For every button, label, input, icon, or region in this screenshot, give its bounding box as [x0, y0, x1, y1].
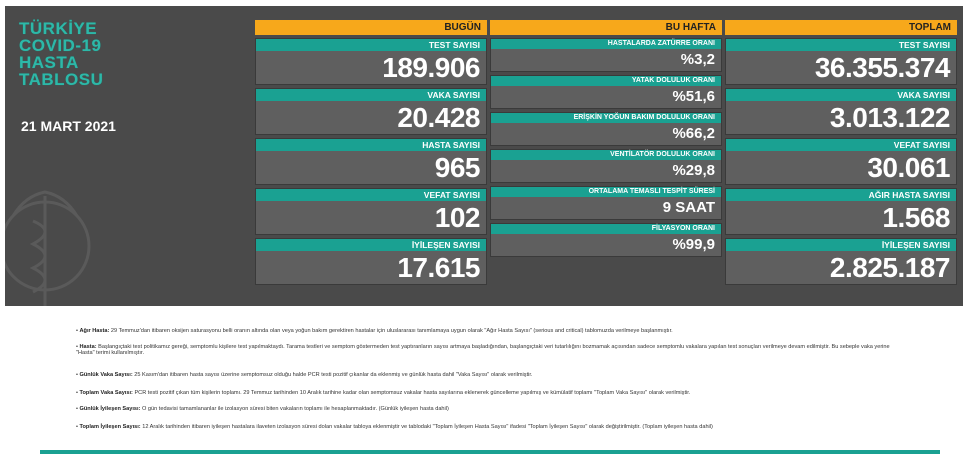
- note-text: Başlangıçtaki test politikamız gereği, semptomlu kişilere test yapılmaktaydı. Tarama testleri ve semptom göstermeden test yaptıranların sayısı artmaya başladığından, başlangıçtaki veri tutarlılığını bozmamak açısından sadece semptomlu vakalara yapılan test sonuçları verilmeye devam edilmiştir. Bu sebeple vaka yerine "Hasta" terimi kullanılmıştır.: [76, 344, 890, 356]
- today-card-label: İYİLEŞEN SAYISI: [256, 239, 486, 251]
- total-card-label: AĞIR HASTA SAYISI: [726, 189, 956, 201]
- bullet-icon: •: [76, 328, 80, 334]
- note-item: [76, 424, 896, 430]
- today-card: [255, 188, 487, 235]
- today-column: [255, 20, 487, 285]
- week-card-label: VENTİLATÖR DOLULUK ORANI: [491, 150, 721, 160]
- today-card-value: 189.906: [382, 52, 480, 83]
- ministry-emblem-icon: [5, 156, 110, 306]
- title-block: [19, 20, 139, 88]
- note-text: PCR testi pozitif çıkan tüm kişilerin toplamı. 29 Temmuz tarihinden 10 Aralık tarihine kadar olan semptomsuz vakalar hasta sayılarına eklenerek güncelleme yapılmış ve kümülatif toplamı "Toplam Vaka Sayısı" olarak verilmiştir.: [132, 390, 691, 396]
- note-text: 29 Temmuz'dan itibaren oksijen saturasyonu belli oranın altında olan veya yoğun bakım gerektiren hastalar için uluslararası tanımlamaya uygun olarak "Ağır Hasta Sayısı" (serious and critical) tablomuzda verilmeye başlanmıştır.: [109, 328, 673, 334]
- week-card: [490, 38, 722, 72]
- today-card: [255, 88, 487, 135]
- total-card-value: 36.355.374: [814, 52, 950, 83]
- note-term: Toplam Vaka Sayısı:: [79, 390, 133, 396]
- bullet-icon: •: [76, 424, 80, 430]
- total-card: [725, 188, 957, 235]
- note-term: Günlük İyileşen Sayısı:: [79, 406, 141, 412]
- total-card: [725, 238, 957, 285]
- note-term: Hasta:: [79, 344, 97, 350]
- total-card-value: 2.825.187: [829, 252, 950, 283]
- total-card-label: VAKA SAYISI: [726, 89, 956, 101]
- notes-section: [0, 312, 968, 454]
- week-card: [490, 112, 722, 146]
- bullet-icon: •: [76, 344, 80, 350]
- week-card-value: %66,2: [672, 125, 715, 142]
- week-card-value: %51,6: [672, 88, 715, 105]
- note-text: O gün tedavisi tamamlananlar ile izolasyon süresi biten vakaların toplamı ile hesaplanmaktadır. (Günlük iyileşen hasta dahil): [140, 406, 449, 412]
- bullet-icon: •: [76, 406, 80, 412]
- note-item: [76, 406, 896, 412]
- week-card: [490, 75, 722, 109]
- report-date: 21 MART 2021: [21, 118, 116, 134]
- today-card-label: TEST SAYISI: [256, 39, 486, 51]
- week-header: BU HAFTA: [490, 20, 722, 35]
- footer-bar: [40, 450, 940, 454]
- note-item: [76, 344, 896, 356]
- today-card-value: 102: [434, 202, 480, 233]
- total-card-label: İYİLEŞEN SAYISI: [726, 239, 956, 251]
- bullet-icon: •: [76, 390, 80, 396]
- note-text: 25 Kasım'dan itibaren hasta sayısı üzerine semptomsuz olduğu halde PCR testi pozitif çıkanlar da eklenmiş ve günlük hasta dahil "Vaka Sayısı" olarak verilmiştir.: [132, 372, 533, 378]
- week-card-label: ORTALAMA TEMASLI TESPİT SÜRESİ: [491, 187, 721, 197]
- dashboard-panel: [5, 6, 963, 306]
- week-card: [490, 223, 722, 257]
- today-card: [255, 38, 487, 85]
- week-column: [490, 20, 722, 257]
- week-card-label: ERİŞKİN YOĞUN BAKIM DOLULUK ORANI: [491, 113, 721, 123]
- today-header: BUGÜN: [255, 20, 487, 35]
- today-card-label: HASTA SAYISI: [256, 139, 486, 151]
- week-card-value: %29,8: [672, 162, 715, 179]
- note-term: Ağır Hasta:: [79, 328, 110, 334]
- today-card-label: VAKA SAYISI: [256, 89, 486, 101]
- total-card-value: 1.568: [882, 202, 950, 233]
- today-card-value: 20.428: [397, 102, 480, 133]
- total-header: TOPLAM: [725, 20, 957, 35]
- today-card-label: VEFAT SAYISI: [256, 189, 486, 201]
- bullet-icon: •: [76, 372, 80, 378]
- total-column: [725, 20, 957, 285]
- note-item: [76, 390, 896, 396]
- week-card-value: %3,2: [680, 51, 715, 68]
- total-card-value: 30.061: [867, 152, 950, 183]
- week-card-label: HASTALARDA ZATÜRRE ORANI: [491, 39, 721, 49]
- total-card: [725, 38, 957, 85]
- week-card-value: 9 SAAT: [662, 199, 715, 216]
- total-card: [725, 138, 957, 185]
- today-card-value: 17.615: [397, 252, 480, 283]
- today-card: [255, 238, 487, 285]
- total-card-label: VEFAT SAYISI: [726, 139, 956, 151]
- note-item: [76, 372, 896, 378]
- week-card: [490, 186, 722, 220]
- note-term: Toplam İyileşen Sayısı:: [79, 424, 141, 430]
- note-item: [76, 328, 896, 334]
- week-card-label: FİLYASYON ORANI: [491, 224, 721, 234]
- total-card-value: 3.013.122: [829, 102, 950, 133]
- page-title: TÜRKİYE COVID-19 HASTA TABLOSU: [19, 19, 104, 89]
- note-text: 12 Aralık tarihinden itibaren iyileşen hastalara ilaveten izolasyon süresi dolan vakalar tabloya eklenmiştir ve tablodaki "Toplam İyileşen Hasta Sayısı" ifadesi "Toplam İyileşen Sayısı" olarak değiştirilmiştir. (Toplam iyileşen hasta dahil): [140, 424, 713, 430]
- total-card-label: TEST SAYISI: [726, 39, 956, 51]
- week-card-label: YATAK DOLULUK ORANI: [491, 76, 721, 86]
- today-card: [255, 138, 487, 185]
- week-card: [490, 149, 722, 183]
- today-card-value: 965: [434, 152, 480, 183]
- total-card: [725, 88, 957, 135]
- note-term: Günlük Vaka Sayısı:: [79, 372, 133, 378]
- week-card-value: %99,9: [672, 236, 715, 253]
